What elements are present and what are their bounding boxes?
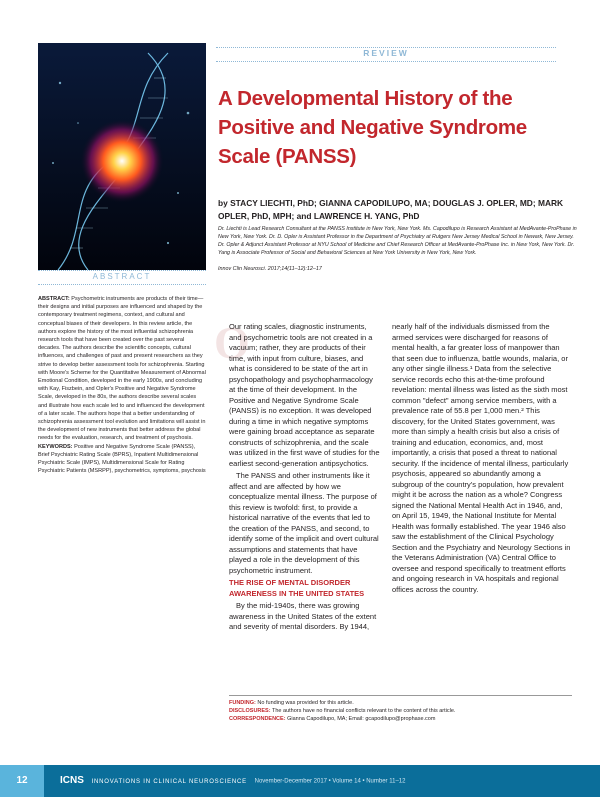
disclosures-text: The authors have no financial conflicts relevant to the content of this article. xyxy=(272,708,456,714)
abstract-heading: ABSTRACT xyxy=(92,272,152,281)
author-list: by STACY LIECHTI, PhD; GIANNA CAPODILUPO, MA; DOUGLAS J. OPLER, MD; MARK OPLER, PhD, MPH; and LAWRENCE H. YANG, PhD xyxy=(218,198,564,221)
body-paragraph: Our rating scales, diagnostic instruments, and psychometric tools are not created in a vacuum; rather, they are products of their time, with input from culture, biases, and what is considered to be state of the art in psychopathology and psychopharmacology at the time of their development. In the Positive and Negative Syndrome Scale (PANSS) is no exception. It was developed during a time in which negative symptoms were gaining broad acceptance as separate constructs of schizophrenia, and the scale was utilized in the first wave of studies for the earliest second-generation antipsychotics. xyxy=(229,322,380,468)
page-number: 12 xyxy=(16,775,28,786)
disclosures-label: DISCLOSURES: xyxy=(229,708,271,714)
funding-text: No funding was provided for this article. xyxy=(257,700,354,706)
abstract-label: ABSTRACT: xyxy=(38,296,70,302)
keywords-label: KEYWORDS: xyxy=(38,443,73,450)
funding-note xyxy=(229,699,572,707)
body-paragraph: By the mid-1940s, there was growing awareness in the United States of the extent and severity of mental disorders. By 1944, xyxy=(229,601,377,631)
journal-issue: November-December 2017 • Volume 14 • Number 11–12 xyxy=(254,778,406,785)
journal-abbrev: ICNS xyxy=(60,775,84,786)
journal-full-name: INNOVATIONS IN CLINICAL NEUROSCIENCE xyxy=(91,778,247,785)
correspondence-label: CORRESPONDENCE: xyxy=(229,716,286,722)
body-paragraph: The PANSS and other instruments like it affect and are affected by how we conceptualize mental illness. The purpose of this review is twofold: first, to provide a historical narrative of the events that led to the creation of the PANSS, and second, to identify some of the implicit and overt cultural assumptions and statements that have played a role in the development of this psychometric instrument. xyxy=(229,471,379,575)
dna-helix-illustration xyxy=(38,43,206,270)
footnote-rule xyxy=(229,695,572,696)
author-affiliations: Dr. Liechti is Lead Research Consultant at the PANSS Institute in New York, New York. Ms. Capodilupo is Research Assistant at MedAvante-ProPhase in New York, New York. Dr. D. Opler is Assistant Professor in the Department of Psychiatry at Rutgers New Jersey Medical School in Newark, New Jersey. Dr. Opler & Adjunct Assistant Professor at NYU School of Medicine and Chief Research Officer at MedAvante-ProPhase Inc. in New York, New York. Dr. Yang is Associate Professor of Social and Behavioral Sciences at New York University in New York, New York. xyxy=(218,226,577,256)
drop-cap: O xyxy=(214,317,250,368)
footer-journal-line xyxy=(60,765,405,797)
article-title: A Developmental History of the Positive and Negative Syndrome Scale (PANSS) xyxy=(218,87,527,168)
section-heading: THE RISE OF MENTAL DISORDER AWARENESS IN THE UNITED STATES xyxy=(229,578,365,598)
body-column-2 xyxy=(392,322,572,595)
citation: Innov Clin Neurosci. 2017;14(11–12):12–17 xyxy=(218,266,322,272)
funding-label: FUNDING: xyxy=(229,700,256,706)
correspondence-text: Gianna Capodilupo, MA; Email: gcapodilupo@prophase.com xyxy=(287,716,436,722)
footnotes xyxy=(229,699,572,723)
abstract-body xyxy=(38,295,206,475)
body-column-1 xyxy=(229,322,380,635)
section-label: REVIEW xyxy=(363,48,409,58)
abstract-text: Psychometric instruments are products of their time—their designs and initial purposes are influenced and shaped by the contemporary treatment regimens, context, and cultural and conceptual biases of their developers. In this review article, the authors explore the history of the most influential schizophrenia research tools that have been created over the past several decades. The authors describe the scientific concepts, cultural influences, and challenges of past and present researchers as they strive to develop better assessment tools for schizophrenia. Starting with Moore's Scheme for the Quantitative Measurement of Abnormal Emotional Condition, developed in the early 1900s, and concluding with Kay, Fiszbein, and Opler's Positive and Negative Syndrome Scale, developed in the 80s, the authors describe several scales and illustrate how each scale led to and influenced the development of a later scale. The authors hope that a better understanding of schizophrenia assessment tool evolution and limitations will assist in the development of new instruments that better address the global needs for the evaluation, research, and treatment of psychosis. xyxy=(38,296,206,442)
body-paragraph: nearly half of the individuals dismissed from the armed services were discharged for reasons of mental health, a far greater loss of manpower than that seen due to influenza, battle wounds, malaria, or any other single illness.¹ Data from the selective service records echo this at-the-time profound revelation: mental illness was listed as the sixth most common "defect" among service members, with a prevalence rate of 55.8 per 1,000 men.² This discovery, for the United States government, was more than simply a health crisis but also a crisis of training and education, economics, and, most importantly, a crisis that posed a threat to national security. If the incidence of mental illness, particularly psychosis, appeared so abundantly among a subgroup of the country's population, how prevalent might it be across the nation as a whole? Congress signed the National Mental Health Act in 1946, and, on April 15, 1949, the National Institute for Mental Health was formally established. The year 1946 also saw the establishment of the Clinical Psychology Section and the Psychiatry and Neurology Sections in the Veterans Administration (VA) Central Office to oversee and respond specifically to treatment efforts and ongoing research in VA hospitals and regional offices across the country. xyxy=(392,322,571,594)
correspondence-note xyxy=(229,715,572,723)
keywords-text: Positive and Negative Syndrome Scale (PANSS), Brief Psychiatric Rating Scale (BPRS), Inpatient Multidimensional Psychiatric Scale (IMPS), Multidimensional Scale for Rating Psychiatric Patients (MSRPP), psychometrics, symptoms, psychosis xyxy=(38,443,206,475)
disclosures-note xyxy=(229,707,572,715)
